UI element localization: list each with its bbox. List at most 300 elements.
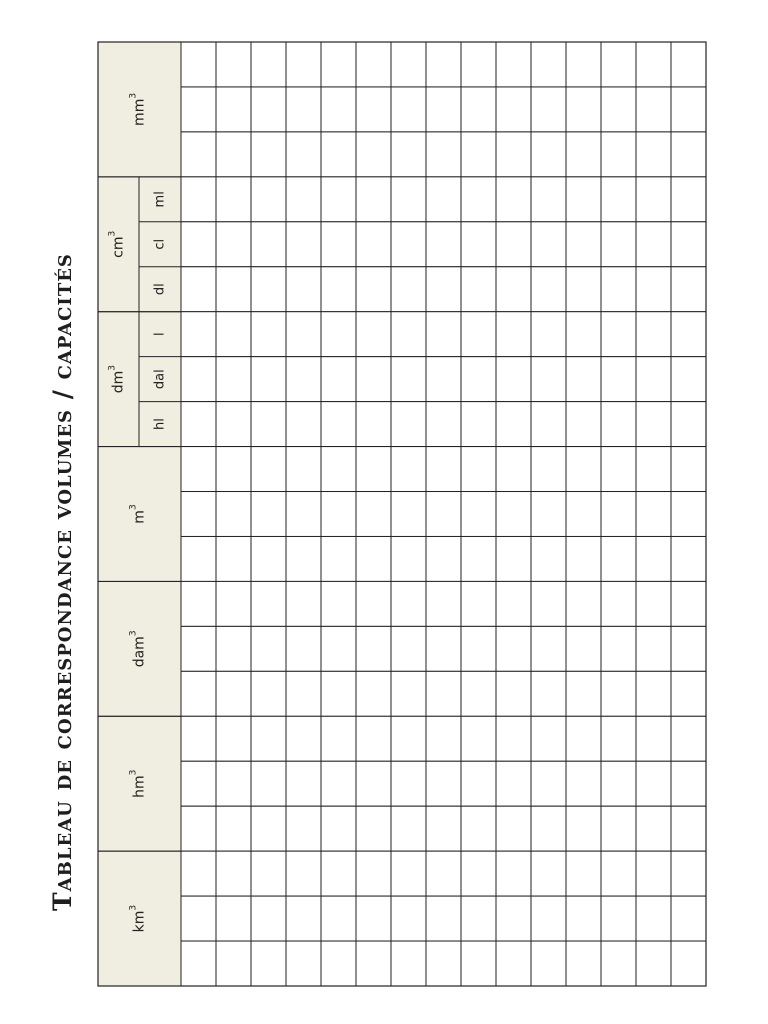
table-cell: [531, 132, 566, 177]
table-cell: [286, 402, 321, 447]
table-cell: [251, 267, 286, 312]
table-cell: [601, 581, 636, 626]
table-cell: [321, 851, 356, 896]
table-cell: [356, 177, 391, 222]
table-cell: [671, 716, 706, 761]
table-cell: [251, 357, 286, 402]
table-cell: [356, 312, 391, 357]
table-cell: [636, 536, 671, 581]
table-cell: [286, 851, 321, 896]
table-cell: [356, 851, 391, 896]
table-cell: [216, 941, 251, 986]
table-cell: [636, 267, 671, 312]
table-cell: [321, 806, 356, 851]
table-cell: [601, 222, 636, 267]
table-cell: [251, 42, 286, 87]
table-cell: [286, 626, 321, 671]
table-cell: [216, 177, 251, 222]
table-cell: [356, 447, 391, 492]
table-cell: [251, 536, 286, 581]
table-cell: [426, 581, 461, 626]
table-cell: [426, 671, 461, 716]
table-cell: [566, 357, 601, 402]
table-cell: [426, 177, 461, 222]
table-cell: [286, 447, 321, 492]
table-cell: [181, 492, 216, 537]
table-cell: [531, 536, 566, 581]
table-cell: [461, 177, 496, 222]
table-cell: [566, 941, 601, 986]
table-cell: [601, 402, 636, 447]
table-cell: [461, 671, 496, 716]
table-cell: [251, 716, 286, 761]
capacity-unit-label: ml: [152, 191, 168, 208]
table-cell: [461, 492, 496, 537]
table-cell: [181, 671, 216, 716]
table-cell: [531, 716, 566, 761]
table-cell: [181, 132, 216, 177]
table-cell: [321, 941, 356, 986]
table-cell: [531, 896, 566, 941]
table-cell: [461, 716, 496, 761]
table-cell: [426, 132, 461, 177]
table-cell: [391, 42, 426, 87]
table-cell: [461, 536, 496, 581]
table-cell: [216, 312, 251, 357]
table-cell: [216, 222, 251, 267]
table-cell: [251, 671, 286, 716]
table-cell: [391, 941, 426, 986]
table-cell: [356, 87, 391, 132]
table-cell: [216, 87, 251, 132]
volume-unit-label: $dm^3$: [107, 365, 127, 394]
table-cell: [496, 941, 531, 986]
table-cell: [181, 581, 216, 626]
table-cell: [356, 492, 391, 537]
table-cell: [461, 42, 496, 87]
table-cell: [601, 806, 636, 851]
table-cell: [391, 492, 426, 537]
table-cell: [251, 402, 286, 447]
volume-unit-label: $mm^3$: [128, 92, 148, 126]
table-cell: [216, 716, 251, 761]
table-cell: [671, 492, 706, 537]
table-cell: [601, 896, 636, 941]
table-cell: [391, 716, 426, 761]
table-cell: [496, 581, 531, 626]
capacity-unit-label: dl: [152, 283, 168, 296]
table-cell: [286, 671, 321, 716]
table-cell: [321, 536, 356, 581]
table-cell: [426, 806, 461, 851]
table-cell: [391, 851, 426, 896]
table-cell: [461, 851, 496, 896]
table-cell: [286, 896, 321, 941]
table-cell: [216, 492, 251, 537]
volume-unit-label: $km^3$: [128, 904, 148, 933]
table-cell: [496, 896, 531, 941]
table-cell: [636, 42, 671, 87]
table-cell: [181, 87, 216, 132]
table-cell: [251, 492, 286, 537]
table-cell: [461, 896, 496, 941]
table-cell: [566, 312, 601, 357]
table-cell: [496, 177, 531, 222]
table-cell: [356, 132, 391, 177]
table-cell: [601, 671, 636, 716]
table-cell: [496, 716, 531, 761]
table-cell: [391, 312, 426, 357]
table-cell: [601, 492, 636, 537]
table-cell: [286, 941, 321, 986]
page-title: Tableau de correspondance volumes / capacités: [48, 253, 77, 911]
table-cell: [391, 896, 426, 941]
table-cell: [181, 896, 216, 941]
table-cell: [671, 941, 706, 986]
table-cell: [216, 42, 251, 87]
table-cell: [321, 581, 356, 626]
table-cell: [671, 671, 706, 716]
table-cell: [461, 357, 496, 402]
table-cell: [251, 222, 286, 267]
table-cell: [181, 941, 216, 986]
table-cell: [566, 87, 601, 132]
table-cell: [286, 222, 321, 267]
table-cell: [251, 87, 286, 132]
table-cell: [321, 626, 356, 671]
table-cell: [216, 806, 251, 851]
table-cell: [391, 132, 426, 177]
table-cell: [391, 222, 426, 267]
table-cell: [531, 492, 566, 537]
table-cell: [496, 851, 531, 896]
table-cell: [671, 87, 706, 132]
table-cell: [251, 312, 286, 357]
table-cell: [601, 87, 636, 132]
table-cell: [601, 42, 636, 87]
table-cell: [251, 447, 286, 492]
table-cell: [426, 492, 461, 537]
table-cell: [321, 716, 356, 761]
table-cell: [426, 222, 461, 267]
table-cell: [531, 42, 566, 87]
table-cell: [356, 626, 391, 671]
table-cell: [601, 851, 636, 896]
table-cell: [461, 581, 496, 626]
table-cell: [216, 671, 251, 716]
table-cell: [636, 581, 671, 626]
table-cell: [181, 357, 216, 402]
table-cell: [636, 87, 671, 132]
table-cell: [356, 222, 391, 267]
table-cell: [461, 87, 496, 132]
table-cell: [181, 626, 216, 671]
table-cell: [216, 132, 251, 177]
table-cell: [251, 177, 286, 222]
table-cell: [496, 312, 531, 357]
table-cell: [531, 177, 566, 222]
table-cell: [636, 222, 671, 267]
table-cell: [636, 357, 671, 402]
table-cell: [391, 402, 426, 447]
table-cell: [566, 132, 601, 177]
table-cell: [181, 42, 216, 87]
table-cell: [496, 357, 531, 402]
table-cell: [531, 402, 566, 447]
table-cell: [321, 447, 356, 492]
table-cell: [391, 806, 426, 851]
table-cell: [531, 671, 566, 716]
table-cell: [496, 492, 531, 537]
table-cell: [251, 851, 286, 896]
table-cell: [286, 312, 321, 357]
table-cell: [356, 402, 391, 447]
table-cell: [251, 941, 286, 986]
table-cell: [181, 267, 216, 312]
table-cell: [216, 447, 251, 492]
table-cell: [636, 132, 671, 177]
table-cell: [426, 851, 461, 896]
table-cell: [391, 447, 426, 492]
table-cell: [636, 761, 671, 806]
table-cell: [181, 761, 216, 806]
table-cell: [286, 267, 321, 312]
table-cell: [566, 536, 601, 581]
table-cell: [251, 132, 286, 177]
table-cell: [426, 626, 461, 671]
table-cell: [566, 177, 601, 222]
table-cell: [566, 222, 601, 267]
table-cell: [496, 447, 531, 492]
table-cell: [566, 492, 601, 537]
table-cell: [566, 267, 601, 312]
capacity-unit-label: l: [152, 332, 168, 337]
table-cell: [356, 581, 391, 626]
table-cell: [181, 447, 216, 492]
table-cell: [636, 312, 671, 357]
table-cell: [391, 761, 426, 806]
table-cell: [321, 402, 356, 447]
table-cell: [531, 851, 566, 896]
table-cell: [636, 492, 671, 537]
table-cell: [566, 447, 601, 492]
table-cell: [531, 626, 566, 671]
table-cell: [286, 87, 321, 132]
table-cell: [496, 806, 531, 851]
table-cell: [286, 716, 321, 761]
table-cell: [671, 132, 706, 177]
table-cell: [601, 177, 636, 222]
table-cell: [321, 267, 356, 312]
table-cell: [426, 761, 461, 806]
table-cell: [181, 402, 216, 447]
table-cell: [251, 626, 286, 671]
table-cell: [216, 581, 251, 626]
table-cell: [636, 671, 671, 716]
table-cell: [426, 87, 461, 132]
table-cell: [531, 447, 566, 492]
table-cell: [181, 222, 216, 267]
table-cell: [636, 896, 671, 941]
table-cell: [286, 581, 321, 626]
table-cell: [671, 896, 706, 941]
volume-unit-label: $m^3$: [128, 504, 148, 524]
table-cell: [671, 806, 706, 851]
table-cell: [461, 222, 496, 267]
table-cell: [566, 716, 601, 761]
table-cell: [636, 716, 671, 761]
table-cell: [601, 312, 636, 357]
table-cell: [601, 716, 636, 761]
table-cell: [286, 132, 321, 177]
table-cell: [426, 536, 461, 581]
table-cell: [251, 761, 286, 806]
volume-unit-label: dam$^3$: [128, 630, 148, 668]
table-cell: [391, 581, 426, 626]
table-cell: [671, 626, 706, 671]
table-cell: [391, 177, 426, 222]
table-cell: [356, 806, 391, 851]
table-cell: [496, 87, 531, 132]
table-cell: [531, 761, 566, 806]
table-cell: [181, 177, 216, 222]
table-cell: [216, 851, 251, 896]
table-cell: [426, 402, 461, 447]
table-cell: [671, 42, 706, 87]
table-cell: [531, 941, 566, 986]
table-cell: [216, 402, 251, 447]
table-cell: [531, 806, 566, 851]
table-cell: [391, 357, 426, 402]
table-cell: [321, 671, 356, 716]
table-cell: [216, 357, 251, 402]
table-cell: [286, 761, 321, 806]
capacity-unit-label: dal: [152, 369, 168, 390]
table-cell: [181, 536, 216, 581]
table-cell: [636, 402, 671, 447]
table-cell: [461, 626, 496, 671]
table-cell: [496, 761, 531, 806]
table-cell: [461, 402, 496, 447]
table-cell: [531, 222, 566, 267]
table-cell: [531, 581, 566, 626]
table-cell: [461, 267, 496, 312]
table-cell: [321, 87, 356, 132]
table-cell: [286, 806, 321, 851]
table-cell: [671, 851, 706, 896]
table-cell: [531, 357, 566, 402]
table-cell: [531, 87, 566, 132]
table-cell: [636, 447, 671, 492]
table-cell: [496, 42, 531, 87]
table-cell: [321, 312, 356, 357]
table-cell: [181, 716, 216, 761]
table-cell: [356, 671, 391, 716]
table-cell: [601, 357, 636, 402]
table-cell: [356, 267, 391, 312]
table-cell: [496, 132, 531, 177]
table-cell: [671, 581, 706, 626]
table-cell: [566, 896, 601, 941]
table-cell: [181, 851, 216, 896]
table-cell: [601, 447, 636, 492]
table-cell: [181, 312, 216, 357]
table-cell: [461, 447, 496, 492]
table-cell: [671, 447, 706, 492]
table-cell: [216, 536, 251, 581]
table-cell: [216, 267, 251, 312]
table-cell: [566, 581, 601, 626]
table-cell: [566, 42, 601, 87]
table-cell: [321, 177, 356, 222]
table-cell: [286, 536, 321, 581]
volume-unit-label: $hm^3$: [128, 769, 148, 798]
table-cell: [286, 357, 321, 402]
table-cell: [496, 222, 531, 267]
table-cell: [671, 312, 706, 357]
table-cell: [251, 581, 286, 626]
capacity-unit-label: cl: [152, 238, 168, 250]
table-cell: [426, 941, 461, 986]
table-cell: [321, 132, 356, 177]
table-cell: [461, 312, 496, 357]
table-cell: [426, 312, 461, 357]
table-cell: [356, 941, 391, 986]
table-cell: [356, 761, 391, 806]
table-cell: [251, 896, 286, 941]
table-cell: [286, 42, 321, 87]
table-cell: [601, 626, 636, 671]
table-cell: [566, 851, 601, 896]
table-cell: [426, 267, 461, 312]
table-cell: [461, 761, 496, 806]
table-cell: [636, 806, 671, 851]
table-cell: [566, 671, 601, 716]
table-cell: [671, 536, 706, 581]
table-cell: [426, 716, 461, 761]
table-cell: [496, 671, 531, 716]
table-cell: [426, 447, 461, 492]
table-cell: [496, 626, 531, 671]
table-cell: [216, 761, 251, 806]
table-cell: [671, 761, 706, 806]
table-cell: [671, 177, 706, 222]
table-cell: [566, 806, 601, 851]
table-cell: [566, 402, 601, 447]
table-cell: [461, 806, 496, 851]
table-cell: [356, 357, 391, 402]
table-cell: [321, 492, 356, 537]
table-cell: [216, 626, 251, 671]
table-cell: [321, 761, 356, 806]
capacity-unit-label: hl: [152, 418, 168, 431]
table-cell: [286, 177, 321, 222]
table-cell: [286, 492, 321, 537]
table-cell: [601, 536, 636, 581]
table-cell: [566, 761, 601, 806]
volume-unit-label: $cm^3$: [107, 230, 127, 258]
table-cell: [251, 806, 286, 851]
table-cell: [356, 536, 391, 581]
table-cell: [461, 132, 496, 177]
table-cell: [426, 42, 461, 87]
table-cell: [216, 896, 251, 941]
table-cell: [601, 267, 636, 312]
table-cell: [496, 267, 531, 312]
table-cell: [391, 626, 426, 671]
table-cell: [671, 357, 706, 402]
table-cell: [356, 42, 391, 87]
